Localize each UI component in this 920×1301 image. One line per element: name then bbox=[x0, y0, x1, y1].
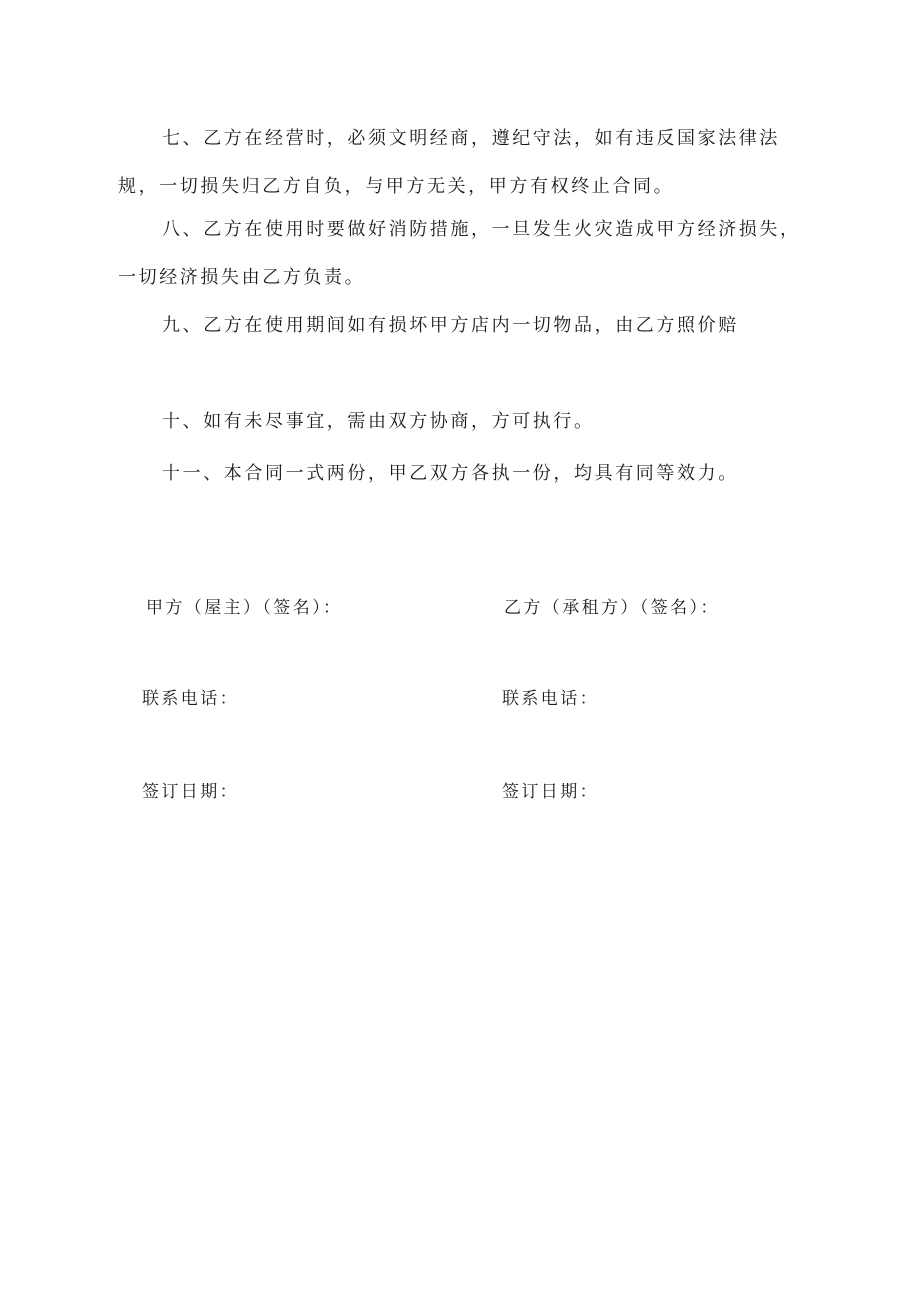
clause-eight: 八、乙方在使用时要做好消防措施，一旦发生火灾造成甲方经济损失，一切经济损失由乙方负责。 bbox=[118, 219, 801, 288]
clause-nine: 九、乙方在使用期间如有损坏甲方店内一切物品，由乙方照价赔 bbox=[162, 315, 739, 336]
clause-seven: 七、乙方在经营时，必须文明经商，遵纪守法，如有违反国家法律法规，一切损失归乙方自负，与甲方无关，甲方有权终止合同。 bbox=[118, 128, 780, 197]
party-b-phone-label: 联系电话： bbox=[502, 689, 599, 709]
party-b-signature-label: 乙方（承租方）（签名）： bbox=[504, 598, 720, 618]
party-a-signature-label: 甲方（屋主）（签名）： bbox=[146, 598, 343, 618]
party-a-date-label: 签订日期： bbox=[142, 782, 239, 802]
clause-eleven: 十一、本合同一式两份，甲乙双方各执一份，均具有同等效力。 bbox=[162, 463, 739, 484]
party-a-phone-label: 联系电话： bbox=[142, 689, 239, 709]
clause-ten: 十、如有未尽事宜，需由双方协商，方可执行。 bbox=[162, 411, 595, 432]
party-b-date-label: 签订日期： bbox=[502, 782, 599, 802]
